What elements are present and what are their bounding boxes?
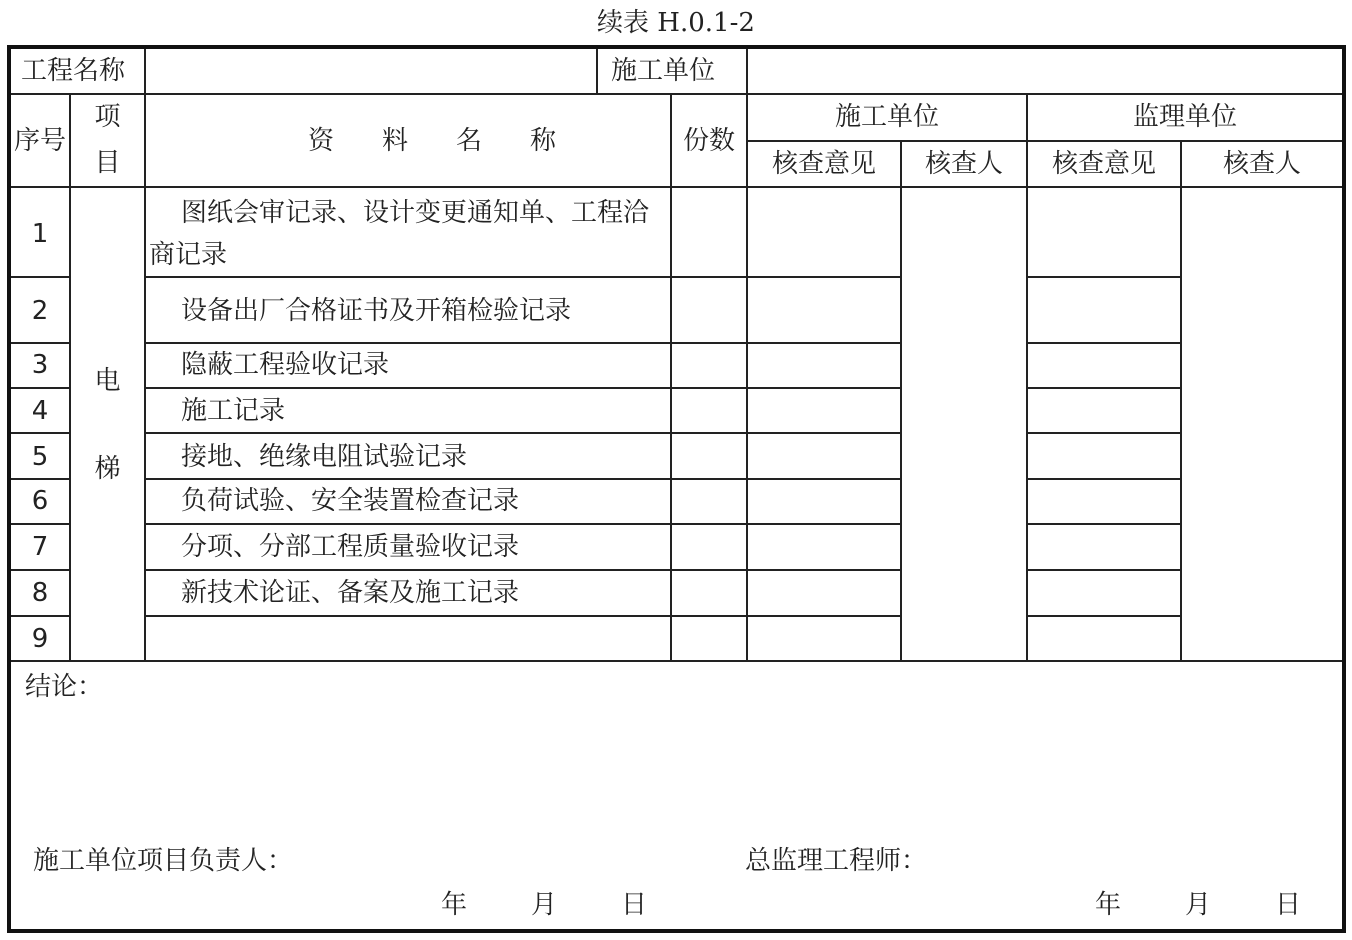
- row-seq: 4: [31, 396, 49, 426]
- table-caption: 续表 H.0.1-2: [597, 8, 755, 38]
- date-year-left: 年: [441, 890, 468, 920]
- rule-col-copies: [746, 49, 748, 661]
- category-elevator-1: 电: [94, 366, 121, 396]
- construction-manager-label: 施工单位项目负责人：: [33, 846, 294, 876]
- rule-row-8c: [1027, 615, 1181, 617]
- rule-row-4b: [145, 432, 901, 434]
- col-header-s-opinion: 核查意见: [1051, 149, 1156, 179]
- rule-row-8b: [145, 615, 901, 617]
- rule-row-3: [11, 387, 70, 389]
- rule-row-7b: [145, 569, 901, 571]
- rule-row-6b: [145, 523, 901, 525]
- construction-unit-field[interactable]: [749, 55, 1339, 91]
- row-seq: 9: [31, 624, 49, 654]
- rule-after-col-header: [11, 186, 1342, 188]
- col-header-doc-name: 资料名称: [307, 126, 604, 156]
- rule-row-5c: [1027, 478, 1181, 480]
- col-header-c-reviewer: 核查人: [924, 149, 1003, 179]
- row-doc-name: 施工记录: [181, 396, 286, 426]
- rule-row-6c: [1027, 523, 1181, 525]
- rule-row-2c: [1027, 342, 1181, 344]
- rule-row-3b: [145, 387, 901, 389]
- rule-row-7: [11, 569, 70, 571]
- date-month-right: 月: [1185, 890, 1212, 920]
- rule-col-header-mid: [747, 140, 1342, 142]
- rule-col-c-reviewer: [900, 140, 902, 661]
- row-doc-name: 设备出厂合格证书及开箱检验记录: [181, 296, 572, 326]
- row-seq: 6: [31, 486, 49, 516]
- row-doc-name: 接地、绝缘电阻试验记录: [181, 442, 468, 472]
- rule-col-s-reviewer: [1180, 140, 1182, 661]
- col-header-item-1: 项: [94, 102, 121, 132]
- rule-row-4c: [1027, 432, 1181, 434]
- construction-unit-label: 施工单位: [611, 56, 716, 86]
- conclusion-label: 结论：: [25, 672, 104, 702]
- rule-row-6: [11, 523, 70, 525]
- row-seq: 1: [31, 219, 49, 249]
- rule-before-conclusion: [11, 660, 1342, 662]
- rule-row-2b: [145, 342, 901, 344]
- row-seq: 5: [31, 442, 49, 472]
- inspection-table: [7, 45, 1346, 933]
- rule-row-7c: [1027, 569, 1181, 571]
- rule-row-5: [11, 478, 70, 480]
- col-header-supervision-unit: 监理单位: [1132, 102, 1237, 132]
- rule-row-1c: [1027, 276, 1181, 278]
- col-header-item-2: 目: [94, 148, 121, 178]
- rule-after-project-row: [11, 93, 1342, 95]
- row-seq: 7: [31, 532, 49, 562]
- category-elevator-2: 梯: [94, 454, 121, 484]
- rule-row-1: [11, 276, 70, 278]
- rule-project-label: [596, 49, 598, 94]
- row-seq: 3: [31, 350, 49, 380]
- rule-col-name: [670, 93, 672, 661]
- row-seq: 8: [31, 578, 49, 608]
- date-month-left: 月: [531, 890, 558, 920]
- date-day-right: 日: [1275, 890, 1302, 920]
- rule-row-3c: [1027, 387, 1181, 389]
- rule-row-1b: [145, 276, 901, 278]
- row-seq: 2: [31, 296, 49, 326]
- col-header-copies: 份数: [682, 126, 735, 156]
- rule-row-2: [11, 342, 70, 344]
- rule-row-8: [11, 615, 70, 617]
- project-name-label: 工程名称: [21, 56, 126, 86]
- row-doc-name: 图纸会审记录、设计变更通知单、工程洽商记录: [149, 198, 650, 270]
- row-doc-name: 新技术论证、备案及施工记录: [181, 578, 520, 608]
- col-header-seq: 序号: [13, 126, 66, 156]
- project-name-field[interactable]: [147, 55, 594, 91]
- row-doc-name: 隐蔽工程验收记录: [181, 350, 390, 380]
- col-header-s-reviewer: 核查人: [1222, 149, 1301, 179]
- rule-row-4: [11, 432, 70, 434]
- date-day-left: 日: [621, 890, 648, 920]
- row-doc-name: 负荷试验、安全装置检查记录: [181, 486, 520, 516]
- rule-row-5b: [145, 478, 901, 480]
- col-header-c-opinion: 核查意见: [771, 149, 876, 179]
- col-header-construction-unit: 施工单位: [834, 102, 939, 132]
- date-year-right: 年: [1095, 890, 1122, 920]
- row-doc-name: 分项、分部工程质量验收记录: [181, 532, 520, 562]
- chief-supervisor-label: 总监理工程师：: [745, 846, 928, 876]
